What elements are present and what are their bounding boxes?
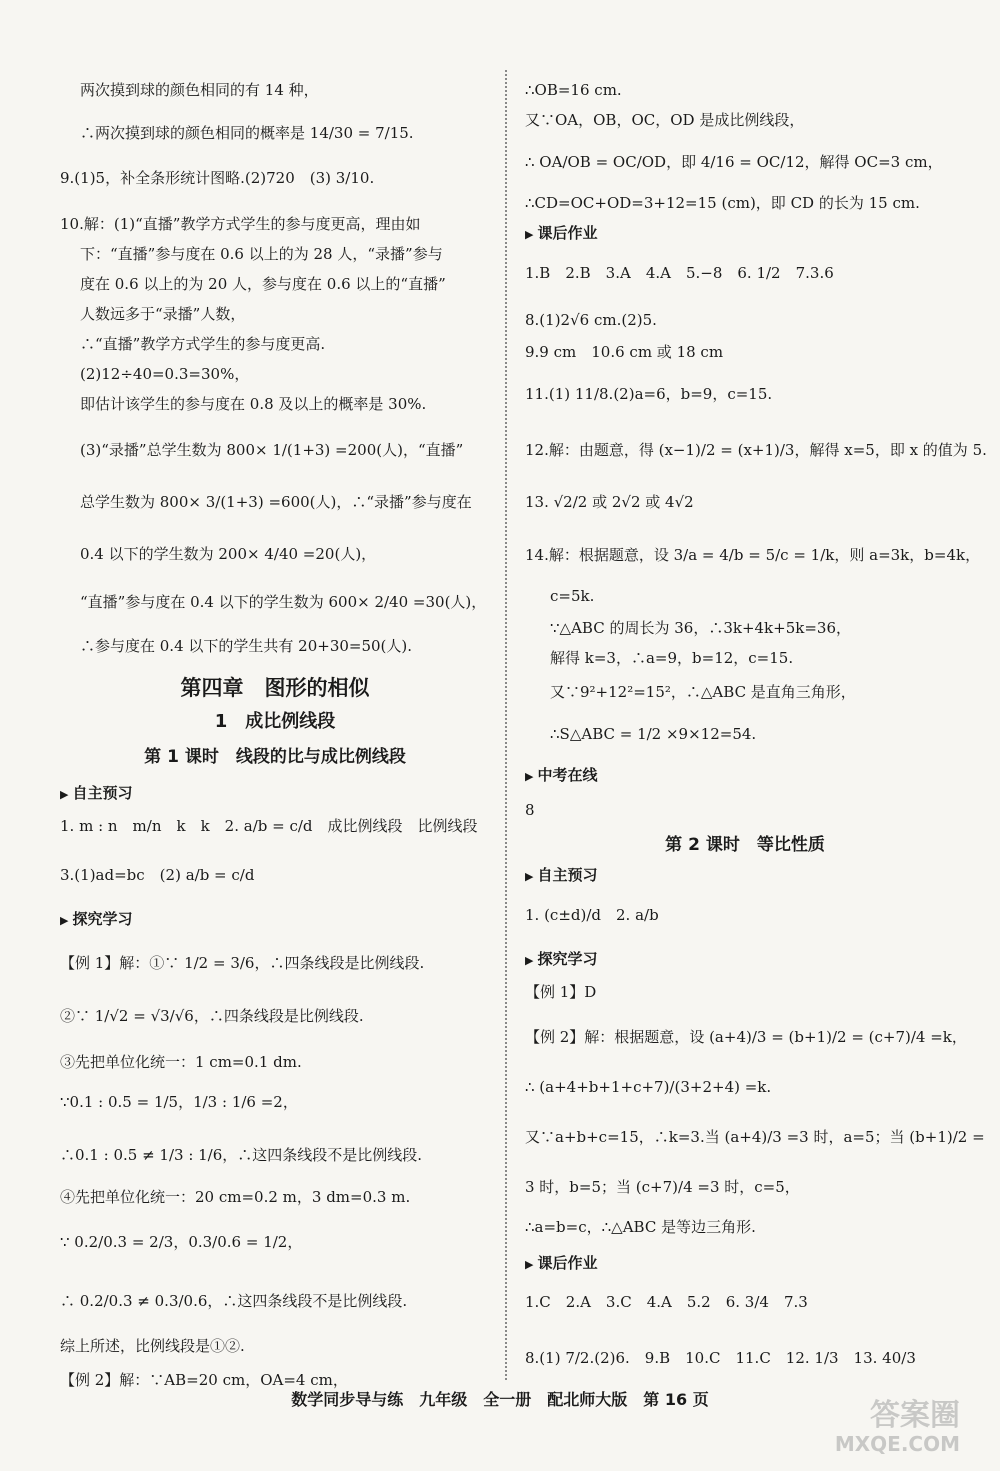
subsection-label: ▶ 探究学习 <box>60 908 132 929</box>
text-line: 解得 k=3，∴a=9，b=12，c=15. <box>550 649 794 667</box>
text-line: (2)12÷40=0.3=30%， <box>80 365 250 383</box>
text-line: 两次摸到球的颜色相同的有 14 种， <box>80 81 319 99</box>
subsection-label: ▶ 探究学习 <box>525 948 597 969</box>
text-line: ∴ OA/OB = OC/OD，即 4/16 = OC/12，解得 OC=3 cm， <box>525 153 943 171</box>
text-line: ∴0.1 : 0.5 ≠ 1/3 : 1/6，∴这四条线段不是比例线段. <box>60 1146 423 1164</box>
text-line: 1. m : n m/n k k 2. a/b = c/d 成比例线段 比例线段 <box>60 817 478 835</box>
text-line: 下：“直播”参与度在 0.6 以上的为 28 人，“录播”参与 <box>80 245 443 263</box>
text-line: ∴CD=OC+OD=3+12=15 (cm)，即 CD 的长为 15 cm. <box>525 194 920 212</box>
text-line: 【例 1】D <box>525 983 597 1001</box>
column-divider <box>505 70 507 1380</box>
chapter-title: 第四章 图形的相似 <box>180 676 370 700</box>
text-line: ∵ 0.2/0.3 = 2/3，0.3/0.6 = 1/2， <box>60 1233 303 1251</box>
text-line: 【例 2】解：∵AB=20 cm，OA=4 cm， <box>60 1371 348 1389</box>
text-line: 3 时，b=5；当 (c+7)/4 =3 时，c=5， <box>525 1178 800 1196</box>
text-line: 12.解：由题意，得 (x−1)/2 = (x+1)/3，解得 x=5，即 x 的值为 5. <box>525 441 987 459</box>
text-line: 13. √2/2 或 2√2 或 4√2 <box>525 493 694 511</box>
text-line: 1.C 2.A 3.C 4.A 5.2 6. 3/4 7.3 <box>525 1293 808 1311</box>
text-line: ∴S△ABC = 1/2 ×9×12=54. <box>550 725 757 743</box>
text-line: 0.4 以下的学生数为 200× 4/40 =20(人)， <box>80 545 377 563</box>
text-line: ∴OB=16 cm. <box>525 81 622 99</box>
text-line: ∴a=b=c，∴△ABC 是等边三角形. <box>525 1218 756 1236</box>
text-line: 9.9 cm 10.6 cm 或 18 cm <box>525 343 724 361</box>
text-line: 即估计该学生的参与度在 0.8 及以上的概率是 30%. <box>80 395 427 413</box>
text-line: ∴ (a+4+b+1+c+7)/(3+2+4) =k. <box>525 1078 772 1096</box>
text-line: (3)“录播”总学生数为 800× 1/(1+3) =200(人)，“直播” <box>80 441 464 459</box>
subsection-label: ▶ 自主预习 <box>525 864 597 885</box>
watermark-logo: 答案圈 <box>870 1398 960 1433</box>
text-line: 8.(1)2√6 cm.(2)5. <box>525 311 657 329</box>
subsection-label: ▶ 自主预习 <box>60 782 132 803</box>
text-line: ∴“直播”教学方式学生的参与度更高. <box>80 335 326 353</box>
text-line: 11.(1) 11/8.(2)a=6，b=9，c=15. <box>525 385 773 403</box>
page-footer: 数学同步导与练 九年级 全一册 配北师大版 第 16 页 <box>291 1390 709 1409</box>
text-line: 【例 2】解：根据题意，设 (a+4)/3 = (b+1)/2 = (c+7)/4 =k， <box>525 1028 967 1046</box>
text-line: 又∵OA，OB，OC，OD 是成比例线段， <box>525 111 805 129</box>
text-line: 1. (c±d)/d 2. a/b <box>525 906 659 924</box>
subsection-label: ▶ 中考在线 <box>525 764 597 785</box>
text-line: 9.(1)5，补全条形统计图略.(2)720 (3) 3/10. <box>60 169 375 187</box>
text-line: ④先把单位化统一：20 cm=0.2 m，3 dm=0.3 m. <box>60 1188 411 1206</box>
text-line: 人数远多于“录播”人数， <box>80 305 246 323</box>
text-line: ∵0.1 : 0.5 = 1/5，1/3 : 1/6 =2， <box>60 1093 298 1111</box>
text-line: 14.解：根据题意，设 3/a = 4/b = 5/c = 1/k，则 a=3k，b=4k， <box>525 546 981 564</box>
text-line: “直播”参与度在 0.4 以下的学生数为 600× 2/40 =30(人)， <box>80 593 487 611</box>
text-line: 又∵a+b+c=15，∴k=3.当 (a+4)/3 =3 时，a=5；当 (b+1)/2 = <box>525 1128 985 1146</box>
text-line: ∴两次摸到球的颜色相同的概率是 14/30 = 7/15. <box>80 124 414 142</box>
text-line: 综上所述，比例线段是①②. <box>60 1337 245 1355</box>
text-line: ∴参与度在 0.4 以下的学生共有 20+30=50(人). <box>80 637 413 655</box>
text-line: 10.解：(1)“直播”教学方式学生的参与度更高，理由如 <box>60 215 421 233</box>
text-line: 又∵9²+12²=15²，∴△ABC 是直角三角形， <box>550 683 856 701</box>
subsection-label: ▶ 课后作业 <box>525 222 597 243</box>
text-line: 8 <box>525 801 535 819</box>
text-line: ③先把单位化统一：1 cm=0.1 dm. <box>60 1053 302 1071</box>
text-line: 度在 0.6 以上的为 20 人，参与度在 0.6 以上的“直播” <box>80 275 446 293</box>
text-line: 【例 1】解：①∵ 1/2 = 3/6，∴四条线段是比例线段. <box>60 954 425 972</box>
lesson-title: 第 2 课时 等比性质 <box>665 835 825 855</box>
lesson-title: 第 1 课时 线段的比与成比例线段 <box>144 747 406 767</box>
text-line: 3.(1)ad=bc (2) a/b = c/d <box>60 866 255 884</box>
text-line: ②∵ 1/√2 = √3/√6，∴四条线段是比例线段. <box>60 1007 364 1025</box>
text-line: 8.(1) 7/2.(2)6. 9.B 10.C 11.C 12. 1/3 13. 40/3 <box>525 1349 916 1367</box>
text-line: c=5k. <box>550 587 595 605</box>
section-title: 1 成比例线段 <box>214 711 336 732</box>
subsection-label: ▶ 课后作业 <box>525 1252 597 1273</box>
watermark-url: MXQE.COM <box>834 1432 960 1456</box>
text-line: ∴ 0.2/0.3 ≠ 0.3/0.6，∴这四条线段不是比例线段. <box>60 1292 408 1310</box>
text-line: 1.B 2.B 3.A 4.A 5.−8 6. 1/2 7.3.6 <box>525 264 834 282</box>
text-line: ∵△ABC 的周长为 36，∴3k+4k+5k=36， <box>550 619 852 637</box>
text-line: 总学生数为 800× 3/(1+3) =600(人)，∴“录播”参与度在 <box>80 493 472 511</box>
